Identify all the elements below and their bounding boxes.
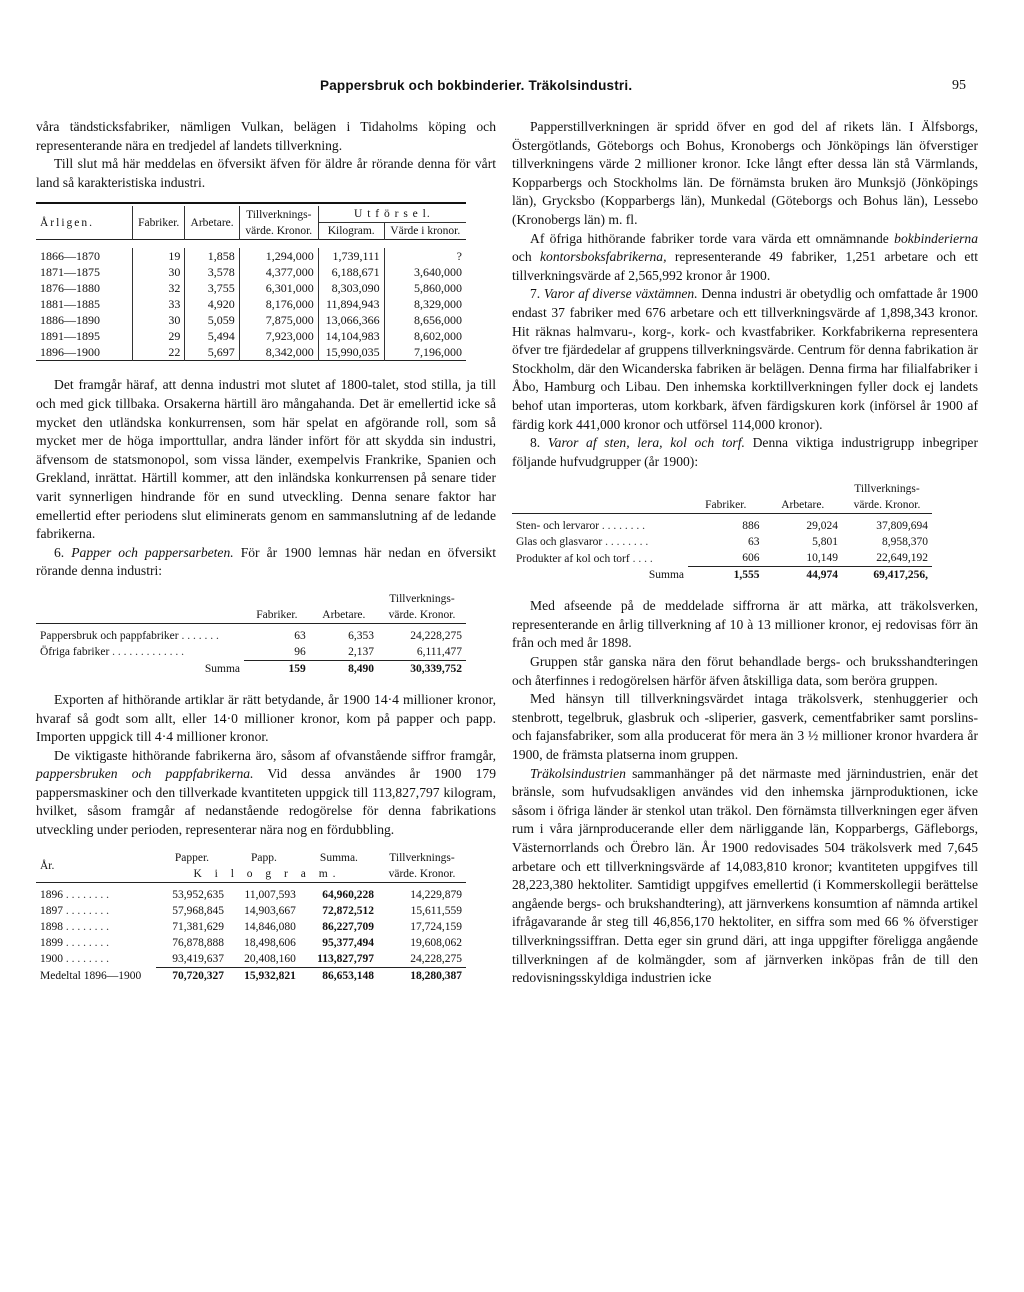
table-row: 1900 . . . . . . . . 93,419,637 20,408,160 113,827,797 24,228,275 xyxy=(40,952,462,966)
paper-industry-table xyxy=(36,591,466,677)
col-header-kilogram: Kilogram. xyxy=(318,223,384,240)
mean-row: Medeltal 1896—1900 70,720,327 15,932,821 86,653,148 18,280,387 xyxy=(36,967,466,984)
col-header-value: Tillverknings-värde. Kronor. xyxy=(388,851,456,880)
paragraph: 7. Varor af diverse växtämnen. Denna industri är obetydlig och omfattade år 1900 endast 37 fabriker med 676 arbetare och ett tillverkningsvärde af 1,898,343 kronor. Hit räknas halmvaru-, korg-, kork- och kvastfabriker. Korkfabrikerna representera öfver tre fjärdedelar af gruppens tillverkningsvärde. Centrum för denna fabrikation är Stockholm, där den Wicanderska fabriken är belägen. Denna firma har filialfabriker i Åbo, Hamburg och Libau. Den inhemska korktillverkningen fyller dock ej landets behof utan importeras, utom korkbark, äfven färdigskuren kork (införsel år 1900 af färdig kork 441,000 kronor och utförsel 114,000 kronor). xyxy=(512,286,978,432)
col-header-workers: Arbetare. xyxy=(322,608,366,621)
col-header-year: År. xyxy=(40,859,55,872)
paragraph: Af öfriga hithörande fabriker torde vara värda ett omnämnande bokbinderierna och kontorsboksfabrikerna, representerande 49 fabriker, 1,251 arbetare och ett tillverkningsvärde af 2,565,992 kronor år 1900. xyxy=(512,230,978,283)
col-header-value: Tillverknings-värde. Kronor. xyxy=(853,483,921,512)
table-row: 1899 . . . . . . . . 76,878,888 18,498,606 95,377,494 19,608,062 xyxy=(40,936,462,949)
col-header-export: U t f ö r s e l. xyxy=(318,206,466,223)
paragraph: Till slut må här meddelas en öfversikt äfven för äldre år rörande denna för vårt land så karakteristiska industri. xyxy=(36,156,496,190)
sum-row: Summa 1,555 44,974 69,417,256, xyxy=(512,567,932,584)
table-row: 1876—1880 32 3,755 6,301,000 8,303,090 5,860,000 xyxy=(36,280,466,296)
table-row: Öfriga fabriker . . . . . . . . . . . . . 96 2,137 6,111,477 xyxy=(40,645,462,659)
paper-production-table xyxy=(36,850,466,984)
table-row: 1881—1885 33 4,920 8,176,000 11,894,943 8,329,000 xyxy=(36,296,466,312)
col-header-kilogram: K i l o g r a m. xyxy=(193,867,341,880)
matches-history-table xyxy=(36,202,466,362)
right-column xyxy=(512,118,978,988)
table-row: Pappersbruk och pappfabriker . . . . . . . 63 6,353 24,228,275 xyxy=(40,629,462,642)
col-header-workers: Arbetare. xyxy=(185,206,239,240)
left-column xyxy=(36,118,496,984)
col-header-year: Årligen. xyxy=(40,216,95,229)
col-header-board: Papp. xyxy=(250,851,277,864)
table-row: 1898 . . . . . . . . 71,381,629 14,846,080 86,227,709 17,724,159 xyxy=(40,920,462,933)
paragraph: De viktigaste hithörande fabrikerna äro, såsom af ofvanstående siffror framgår, pappersbruken och pappfabrikerna. Vid dessa användes år 1900 179 pappersmaskiner och den tillverkade kvantiteten uppgick till 113,827,797 kilogram, hvilket, såsom framgår af nedanstående redogörelse för denna fabrikations utveckling under perioden, representerar nära nog en fördubbling. xyxy=(36,747,497,838)
running-title: Pappersbruk och bokbinderier. Träkolsindustri. xyxy=(320,78,633,93)
table-row: 1886—1890 30 5,059 7,875,000 13,066,366 8,656,000 xyxy=(36,312,466,328)
paragraph: Med hänsyn till tillverkningsvärdet intaga träkolsverk, stenhuggerier och stenbrott, tegelbruk, glasbruk och -sliperier, gasverk, cementfabriker samt porslins- och fajansfabriker, som alla producerat för mera än 3 ½ millioner kronor hvardera år 1900, de främsta platserna inom gruppen. xyxy=(512,691,978,763)
table-row: Produkter af kol och torf . . . . 606 10,149 22,649,192 xyxy=(516,552,928,565)
table-row: 1891—1895 29 5,494 7,923,000 14,104,983 8,602,000 xyxy=(36,328,466,344)
table-row: 1896—1900 22 5,697 8,342,000 15,990,035 7,196,000 xyxy=(36,344,466,361)
col-header-value: Tillverknings-värde. Kronor. xyxy=(239,206,318,240)
section-heading: Varor af diverse växtämnen. xyxy=(543,286,698,302)
paragraph: Exporten af hithörande artiklar är rätt betydande, år 1900 14·4 millioner kronor, hvaraf så godt som allt, eller 14·0 millioner kronor, kom på papper och papp. Importen uppgick till 4·4 millioner kronor. xyxy=(36,691,496,745)
paragraph: Papperstillverkningen är spridd öfver en god del af rikets län. I Älfsborgs, Östergötlands, Göteborgs och Bohus, Kronobergs och Jönköpings län öfverstiger tillverkningens värde 2 millioner kronor. Icke långt efter dessa län stå Värmlands, Kopparbergs och Stockholms län. De förnämsta bruken äro Munksjö (Jönköpings län), Grycksbo (Kopparbergs län), Munkedal (Göteborgs och Bohus län), Lessebo (Kronobergs län) m. fl. xyxy=(512,119,978,227)
sum-row: Summa 159 8,490 30,339,752 xyxy=(36,660,466,677)
paragraph: Gruppen står ganska nära den förut behandlade bergs- och bruksshandteringen och återfinnes i redogörelsen härför äfven åtskilliga data, som beröra gruppen. xyxy=(512,654,978,688)
col-header-factories: Fabriker. xyxy=(133,206,185,240)
table-row: 1897 . . . . . . . . 57,968,845 14,903,667 72,872,512 15,611,559 xyxy=(40,904,462,917)
table-row: 1896 . . . . . . . . 53,952,635 11,007,593 64,960,228 14,229,879 xyxy=(40,888,462,901)
col-header-factories: Fabriker. xyxy=(705,499,747,512)
table-row: Sten- och lervaror . . . . . . . . 886 29,024 37,809,694 xyxy=(516,520,928,533)
paragraph: Det framgår häraf, att denna industri mot slutet af 1800-talet, stod stilla, ja till och med gick tillbaka. Orsakerna härtill äro mångahanda. Det är emellertid icke så mycket den utländska konkurrensen, som här spelat en afgörande roll, som så mycket mer de höga importtullar, andra länder infört för att skydda sin industri, äfvensom de statsmonopol, som vissa länder, exempelvis Frankrike, Spanien och Grekland, inrättat. Härtill kommer, att den inländska konkurrensen på senare tider varit synnerligen hindrande för en sund utveckling. Denna senare faktor har emellertid efter periodens slut eliminerats genom en sammanslutning af de ledande fabrikerna. xyxy=(36,377,496,542)
col-header-value: Tillverknings-värde. Kronor. xyxy=(388,592,456,621)
col-header-export-value: Värde i kronor. xyxy=(384,223,466,240)
section-heading: Papper och pappersarbeten. xyxy=(71,544,234,560)
col-header-factories: Fabriker. xyxy=(256,608,298,621)
table-row: 1866—1870 19 1,858 1,294,000 1,739,111 ? xyxy=(36,248,466,264)
col-header-sum: Summa. xyxy=(319,851,358,864)
stone-clay-table xyxy=(512,481,932,583)
page-number: 95 xyxy=(952,78,966,93)
paragraph: Träkolsindustrien sammanhänger på det närmaste med järnindustrien, enär det bränsle, som hufvudsakligen användes vid den inhemska järnproduktionen, icke såsom i öfriga länder är stenkol utan träkol. Den förnämsta tillverkningen eger äfven rum i våra järnproducerande eller dem närliggande län, Kopparbergs, Gäfleborgs, Västernorrlands och Örebro län. År 1900 redovisades 504 träkolsverk med 7,645 arbetare och ett tillverkningsvärde af 14,083,810 kronor; kvantiteten uppgifves till 28,223,380 hektoliter. Samtidigt uppgifves emellertid (i Kommerskollegii berättelse angående bergs- och brukshandtering), att järnverkens konsumtion af nämnda artikel ifrågavarande år steg till 46,856,170 hektoliter, en siffra som med 66 % öfverstiger tillverkningssiffran. Detta eger sin grund däri, att inga uppgifter föreligga angående tillverkningen af de kolmängder, som af järnverken inköpas från de till den redovisningsskyldiga industrien icke xyxy=(512,765,978,986)
col-header-workers: Arbetare. xyxy=(781,499,825,512)
table-row: 1871—1875 30 3,578 4,377,000 6,188,671 3,640,000 xyxy=(36,264,466,280)
paragraph: våra tändsticksfabriker, nämligen Vulkan, belägen i Tidaholms köping och representerande nära en tredjedel af landets tillverkning. xyxy=(36,119,496,153)
paragraph: 8. Varor af sten, lera, kol och torf. Denna viktiga industrigrupp inbegriper följande hufvudgrupper (år 1900): xyxy=(512,435,978,469)
paragraph: Med afseende på de meddelade siffrorna är att märka, att träkolsverken, representerande en årlig tillverkning af 10 à 13 millioner kronor, ej redovisas förr än från och med år 1898. xyxy=(512,598,978,651)
section-heading: Varor af sten, lera, kol och torf. xyxy=(547,435,745,451)
col-header-paper: Papper. xyxy=(174,851,210,864)
paragraph: 6. Papper och pappersarbeten. För år 1900 lemnas här nedan en öfversikt rörande denna industri: xyxy=(36,544,496,579)
page-header xyxy=(0,78,1024,100)
table-row: Glas och glasvaror . . . . . . . . 63 5,801 8,958,370 xyxy=(516,536,928,549)
